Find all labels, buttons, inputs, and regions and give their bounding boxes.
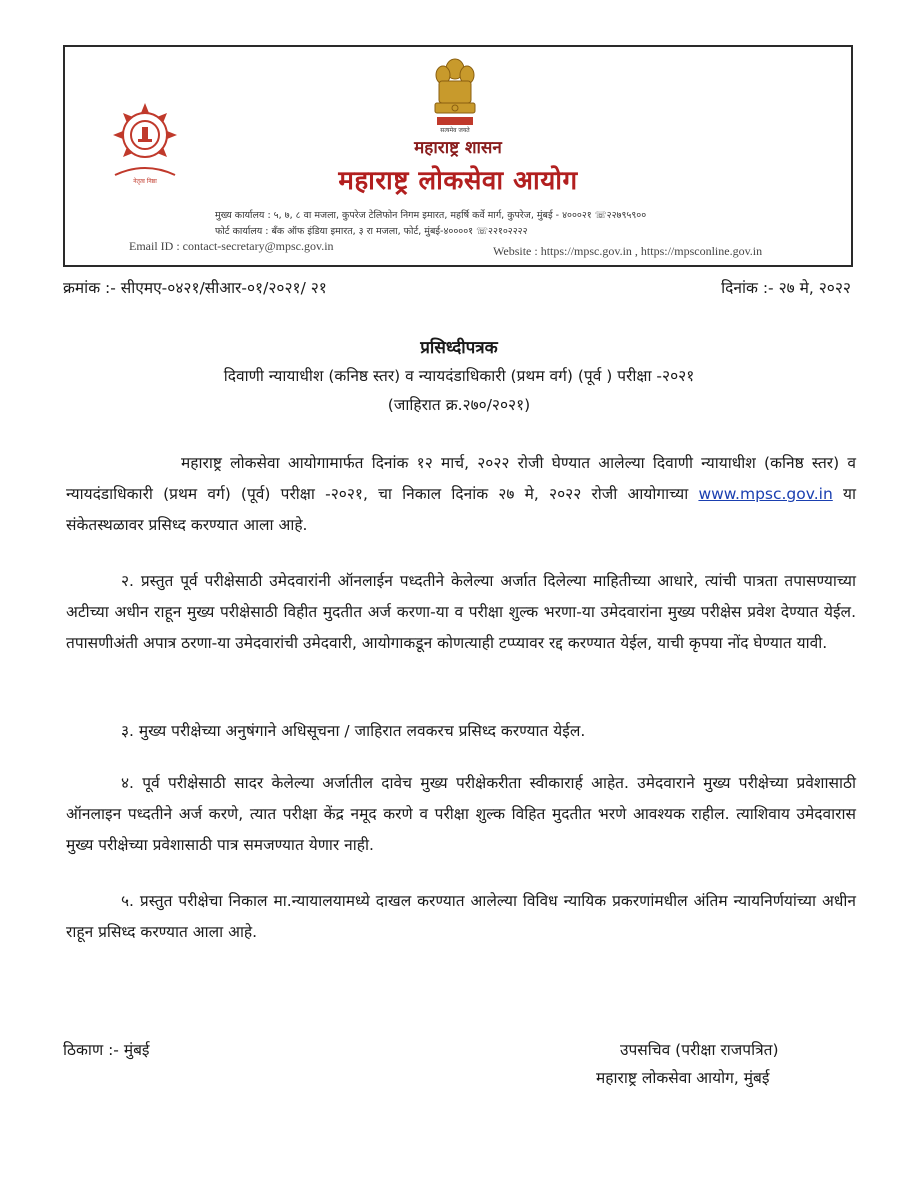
document-title: प्रसिध्दीपत्रक [420,338,498,358]
place: ठिकाण :- मुंबई [63,1041,150,1059]
mpsc-website-link[interactable]: www.mpsc.gov.in [698,485,833,503]
website-links: Website : https://mpsc.gov.in , https://mpsconline.gov.in [493,244,763,258]
main-office-address: मुख्य कार्यालय : ५, ७, ८ वा मजला, कुपरेज टेलिफोन निगम इमारत, महर्षि कर्वे मार्ग, कुपरेज, मुंबई - ४०००२१ ☏२२७९५९०० [215,210,647,221]
paragraph-5: ५. प्रस्तुत परीक्षेचा निकाल मा.न्यायालयामध्ये दाखल करण्यात आलेल्या विविध न्यायिक प्रकरणांमधील अंतिम न्यायनिर्णयांच्या अधीन राहून प्रसिध्द करण्यात आला आहे. [66,892,856,941]
government-line: महाराष्ट्र शासन [414,138,502,158]
paragraph-2: २. प्रस्तुत पूर्व परीक्षेसाठी उमेदवारांनी ऑनलाईन पध्दतीने केलेल्या अर्जात दिलेल्या माहितीच्या आधारे, त्यांची पात्रता तपासण्याच्या अटीच्या अधीन राहून मुख्य परीक्षेसाठी विहीत मुदतीत अर्ज करणा-या व परीक्षा शुल्क भरणा-या उमेदवारांना मुख्य परीक्षेस प्रवेश देण्यात येईल. तपासणीअंती अपात्र ठरणा-या उमेदवारांची उमेदवारी, आयोगाकडून कोणत्याही टप्प्यावर रद्द करण्यात येईल, याची कृपया नोंद घेण्यात यावी. [66,572,856,652]
paragraph-1-text-end: या संकेतस्थळावर प्रसिध्द करण्यात आला आहे. [66,485,856,534]
ashoka-emblem-icon [427,55,483,135]
paragraph-3: ३. मुख्य परीक्षेच्या अनुषंगाने अधिसूचना / जाहिरात लवकरच प्रसिध्द करण्यात येईल. [121,722,586,740]
reference-number: क्रमांक :- सीएमए-०४२१/सीआर-०१/२०२१/ २१ [63,279,327,297]
email-id: Email ID : contact-secretary@mpsc.gov.in [129,239,334,253]
reference-date: दिनांक :- २७ मे, २०२२ [721,279,851,297]
signatory-organization: महाराष्ट्र लोकसेवा आयोग, मुंबई [596,1069,770,1087]
signatory-title: उपसचिव (परीक्षा राजपत्रित) [620,1041,779,1059]
letterhead [63,45,853,267]
advertisement-number: (जाहिरात क्र.२७०/२०२१) [387,396,531,414]
paragraph-1 [66,448,856,541]
exam-subtitle: दिवाणी न्यायाधीश (कनिष्ठ स्तर) व न्यायदंडाधिकारी (प्रथम वर्ग) (पूर्व ) परीक्षा -२०२१ [223,367,695,385]
fort-office-address: फोर्ट कार्यालय : बँक ऑफ इंडिया इमारत, ३ रा मजला, फोर्ट, मुंबई-४००००१ ☏२२१०२२२२ [215,226,528,237]
svg-text:नेतृत्व निष्ठा: नेतृत्व निष्ठा [133,178,157,185]
svg-text:सत्यमेव जयते: सत्यमेव जयते [440,127,470,134]
organization-name: महाराष्ट्र लोकसेवा आयोग [338,166,578,196]
paragraph-4: ४. पूर्व परीक्षेसाठी सादर केलेल्या अर्जातील दावेच मुख्य परीक्षेकरीता स्वीकारार्ह आहेत. उमेदवाराने मुख्य परीक्षेच्या प्रवेशासाठी ऑनलाइन पध्दतीने अर्ज करणे, त्यात परीक्षा केंद्र नमूद करणे व परीक्षा शुल्क विहित मुदतीत भरणे आवश्यक राहील. त्याशिवाय उमेदवारास मुख्य परीक्षेच्या प्रवेशासाठी पात्र समजण्यात येणार नाही. [66,774,856,854]
paragraph-1-text: महाराष्ट्र लोकसेवा आयोगामार्फत दिनांक १२ मार्च, २०२२ रोजी घेण्यात आलेल्या दिवाणी न्यायाधीश (कनिष्ठ स्तर) व न्यायदंडाधिकारी (प्रथम वर्ग) (पूर्व) परीक्षा -२०२१, चा निकाल दिनांक २७ मे, २०२२ रोजी आयोगाच्या [66,454,856,503]
